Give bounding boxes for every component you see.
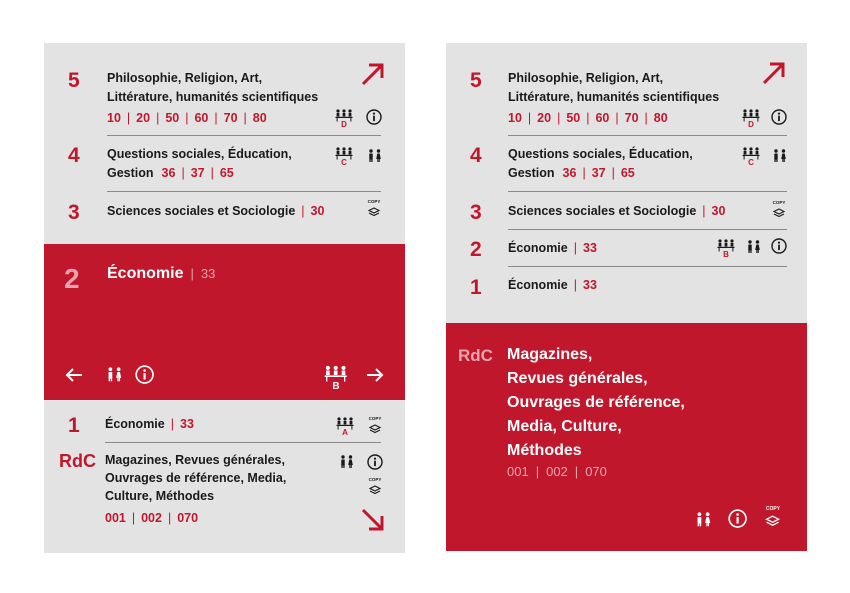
floor-3-row: Sciences sociales et Sociologie | 30 bbox=[107, 204, 325, 218]
floor-1-number: 1 bbox=[470, 276, 482, 299]
rdc-codes: 001 | 002 | 070 bbox=[105, 511, 199, 525]
code: 070 bbox=[585, 464, 607, 479]
floor-3-label: Sciences sociales et Sociologie bbox=[107, 204, 296, 218]
code: 30 bbox=[310, 204, 325, 218]
copy-icon bbox=[367, 476, 383, 496]
divider bbox=[508, 266, 787, 267]
floor-3-number: 3 bbox=[68, 201, 80, 224]
arrow-right-icon bbox=[365, 366, 385, 384]
divider bbox=[105, 442, 381, 443]
code: 60 bbox=[595, 111, 610, 125]
divider bbox=[508, 135, 787, 136]
divider bbox=[508, 191, 787, 192]
group-study-room-icon bbox=[335, 146, 355, 166]
group-study-room-icon bbox=[336, 416, 356, 436]
code: 20 bbox=[537, 111, 552, 125]
floor-4-line2: Gestion bbox=[107, 166, 154, 180]
floor-5-line1: Philosophie, Religion, Art, bbox=[508, 71, 664, 85]
current-floor-block bbox=[446, 323, 807, 551]
code: 33 bbox=[180, 417, 194, 431]
room-letter: B bbox=[723, 250, 729, 258]
restroom-icon bbox=[367, 149, 383, 163]
restroom-icon bbox=[106, 367, 124, 383]
code: 80 bbox=[653, 111, 668, 125]
group-study-room-icon bbox=[335, 108, 355, 128]
arrow-up-right-icon bbox=[761, 60, 787, 86]
floor-4-number: 4 bbox=[68, 144, 80, 167]
code: 70 bbox=[624, 111, 639, 125]
copy-icon bbox=[771, 199, 787, 219]
arrow-left-icon bbox=[64, 366, 84, 384]
restroom-icon bbox=[772, 149, 788, 163]
code: 50 bbox=[566, 111, 581, 125]
code: 50 bbox=[165, 111, 180, 125]
rdc-line2: Ouvrages de référence, Media, bbox=[105, 471, 287, 485]
code: 33 bbox=[583, 241, 597, 255]
code: 070 bbox=[177, 511, 199, 525]
rdc-text bbox=[507, 343, 685, 463]
rdc-line: Magazines, bbox=[507, 346, 593, 363]
floor-4-line1: Questions sociales, Éducation, bbox=[107, 147, 292, 161]
copy-icon bbox=[763, 504, 783, 530]
code: 36 bbox=[562, 166, 577, 180]
floor-5-codes: 10 | 20 | 50 | 60 | 70 | 80 bbox=[508, 111, 668, 125]
rdc-number: RdC bbox=[59, 451, 96, 471]
group-study-room-icon bbox=[324, 364, 350, 390]
copy-label: COPY bbox=[765, 506, 781, 512]
code: 33 bbox=[583, 278, 597, 292]
info-icon bbox=[366, 109, 382, 125]
rdc-line1: Magazines, Revues générales, bbox=[105, 453, 285, 467]
code: 65 bbox=[219, 166, 234, 180]
rdc-line3: Culture, Méthodes bbox=[105, 489, 215, 503]
code: 002 bbox=[546, 464, 568, 479]
restroom-icon bbox=[339, 455, 355, 469]
code: 001 bbox=[105, 511, 126, 525]
code: 10 bbox=[107, 111, 121, 125]
divider bbox=[508, 229, 787, 230]
rdc-line: Media, Culture, bbox=[507, 418, 622, 435]
floor-4-line2-row: Gestion 36 | 37 | 65 bbox=[508, 166, 635, 180]
current-floor-block bbox=[44, 244, 405, 400]
copy-label: COPY bbox=[368, 416, 382, 421]
floor-1-label: Économie bbox=[508, 278, 568, 292]
floor-3-label: Sciences sociales et Sociologie bbox=[508, 204, 697, 218]
floor-5-number: 5 bbox=[68, 69, 80, 92]
floor-5-codes: 10 | 20 | 50 | 60 | 70 | 80 bbox=[107, 111, 267, 125]
rdc-line: Méthodes bbox=[507, 442, 582, 459]
divider bbox=[107, 135, 381, 136]
floor-2-number: 2 bbox=[470, 238, 482, 261]
group-study-room-icon bbox=[742, 146, 762, 166]
info-icon bbox=[367, 454, 383, 470]
copy-label: COPY bbox=[367, 199, 381, 204]
copy-icon bbox=[366, 198, 382, 218]
floor-1-number: 1 bbox=[68, 414, 80, 437]
floor-2-row: Économie | 33 bbox=[508, 241, 597, 255]
code: 65 bbox=[620, 166, 635, 180]
floor-5-number: 5 bbox=[470, 69, 482, 92]
code: 80 bbox=[252, 111, 267, 125]
restroom-icon bbox=[695, 512, 713, 528]
room-letter: C bbox=[748, 158, 754, 166]
copy-label: COPY bbox=[772, 200, 786, 205]
info-icon bbox=[728, 509, 748, 529]
arrow-up-right-icon bbox=[360, 61, 386, 87]
floor-5-line1: Philosophie, Religion, Art, bbox=[107, 71, 263, 85]
restroom-icon bbox=[746, 240, 762, 254]
room-letter: C bbox=[341, 158, 347, 166]
floor-4-line2: Gestion bbox=[508, 166, 555, 180]
rdc-number: RdC bbox=[458, 346, 493, 365]
rdc-codes: 001 | 002 | 070 bbox=[507, 464, 607, 479]
floor-1-row: Économie | 33 bbox=[105, 417, 194, 431]
floor-3-number: 3 bbox=[470, 201, 482, 224]
floor-1-label: Économie bbox=[105, 417, 165, 431]
right-sign-panel bbox=[446, 43, 807, 551]
info-icon bbox=[135, 365, 155, 385]
divider bbox=[107, 191, 381, 192]
room-letter: A bbox=[342, 428, 348, 436]
info-icon bbox=[771, 109, 787, 125]
info-icon bbox=[771, 238, 787, 254]
rdc-line: Ouvrages de référence, bbox=[507, 394, 685, 411]
arrow-down-right-icon bbox=[360, 507, 386, 533]
room-letter: D bbox=[748, 120, 754, 128]
code: 002 bbox=[141, 511, 162, 525]
current-floor-number: 2 bbox=[64, 263, 80, 294]
floor-3-row: Sciences sociales et Sociologie | 30 bbox=[508, 204, 726, 218]
floor-4-line2-row: Gestion 36 | 37 | 65 bbox=[107, 166, 234, 180]
current-floor-label: Économie bbox=[107, 265, 184, 282]
copy-label: COPY bbox=[368, 477, 382, 482]
copy-icon bbox=[367, 415, 383, 435]
code: 60 bbox=[194, 111, 209, 125]
floor-5-line2: Littérature, humanités scientifiques bbox=[107, 90, 319, 104]
rdc-line: Revues générales, bbox=[507, 370, 648, 387]
code: 33 bbox=[200, 266, 216, 281]
left-sign-panel bbox=[44, 43, 405, 553]
room-letter: D bbox=[341, 120, 347, 128]
floor-5-line2: Littérature, humanités scientifiques bbox=[508, 90, 720, 104]
code: 10 bbox=[508, 111, 522, 125]
code: 37 bbox=[591, 166, 606, 180]
code: 37 bbox=[190, 166, 205, 180]
floor-2-label: Économie bbox=[508, 241, 568, 255]
code: 36 bbox=[161, 166, 176, 180]
group-study-room-icon bbox=[742, 108, 762, 128]
floor-4-line1: Questions sociales, Éducation, bbox=[508, 147, 693, 161]
code: 30 bbox=[711, 204, 726, 218]
code: 70 bbox=[223, 111, 238, 125]
room-letter: B bbox=[332, 381, 340, 390]
current-floor-row: Économie | 33 bbox=[107, 265, 216, 282]
code: 20 bbox=[136, 111, 151, 125]
group-study-room-icon bbox=[717, 238, 737, 258]
floor-1-row: Économie | 33 bbox=[508, 278, 597, 292]
floor-4-number: 4 bbox=[470, 144, 482, 167]
code: 001 bbox=[507, 464, 529, 479]
